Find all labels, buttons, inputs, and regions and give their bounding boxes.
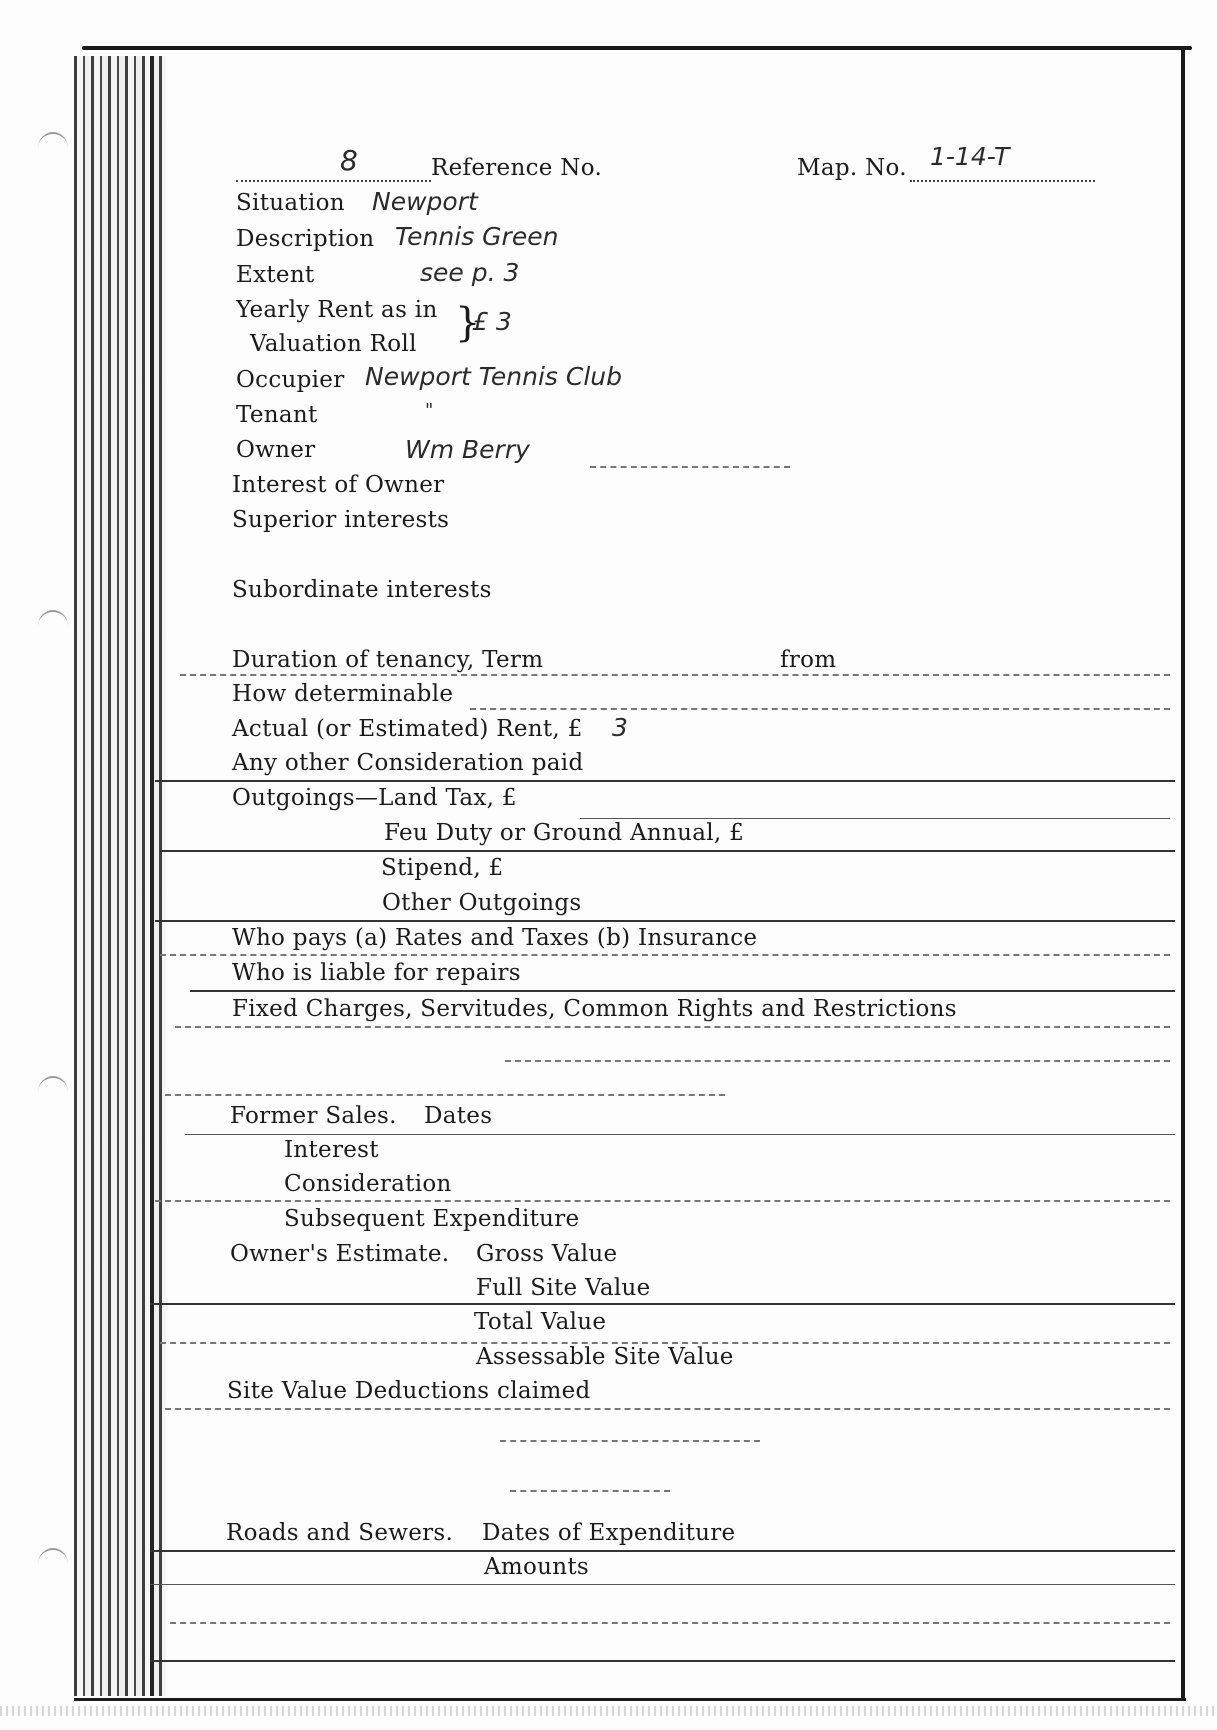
deductions-line-3: [510, 1490, 670, 1492]
outgoings-rule: [155, 920, 1175, 922]
bottom-border: [74, 1698, 1186, 1701]
roads-sewers-label: Roads and Sewers.: [226, 1520, 454, 1546]
description-value: Tennis Green: [395, 222, 559, 251]
extent-label: Extent: [236, 262, 315, 288]
map-label: Map. No.: [797, 155, 907, 181]
former-sales-rule: [185, 1134, 1175, 1135]
deductions-line: [165, 1408, 1170, 1410]
map-value: 1-14-T: [930, 142, 1010, 171]
fixed-charges-line-3: [165, 1094, 725, 1096]
duration-line: [180, 674, 1170, 676]
bottom-strip: [0, 1706, 1217, 1716]
final-rule: [150, 1660, 1175, 1662]
fixed-charges-line: [175, 1026, 1170, 1028]
amounts-line: [170, 1622, 1170, 1624]
yearly-rent-label: Yearly Rent as in: [236, 297, 438, 323]
from-label: from: [780, 647, 837, 673]
amounts-label: Amounts: [484, 1554, 590, 1580]
site-value-deductions-label: Site Value Deductions claimed: [227, 1378, 591, 1404]
right-border: [1181, 50, 1185, 1700]
fixed-charges-line-2: [505, 1060, 1170, 1062]
owners-estimate-label: Owner's Estimate.: [230, 1241, 450, 1267]
yearly-rent-value: £ 3: [472, 307, 512, 336]
punch-hole: [38, 1076, 68, 1108]
occupier-label: Occupier: [236, 367, 345, 393]
consideration-line: [155, 1200, 1170, 1202]
binding-line: [150, 56, 154, 1696]
consideration-label: Consideration: [284, 1171, 452, 1197]
how-determinable-label: How determinable: [232, 681, 454, 707]
interest-label: Interest: [284, 1137, 379, 1163]
owner-dash: [590, 466, 790, 468]
gross-value-label: Gross Value: [476, 1241, 618, 1267]
actual-rent-value: 3: [612, 713, 628, 742]
tenant-label: Tenant: [236, 402, 318, 428]
punch-hole: [38, 132, 68, 164]
other-outgoings-label: Other Outgoings: [382, 890, 582, 916]
actual-rent-label: Actual (or Estimated) Rent, £: [232, 716, 583, 742]
former-sales-label: Former Sales.: [230, 1103, 397, 1129]
situation-value: Newport: [372, 187, 478, 216]
assessable-site-value-label: Assessable Site Value: [476, 1344, 734, 1370]
who-liable-label: Who is liable for repairs: [232, 960, 521, 986]
full-site-value-rule: [150, 1303, 1175, 1305]
situation-label: Situation: [236, 190, 345, 216]
subordinate-interests-label: Subordinate interests: [232, 577, 492, 603]
deductions-line-2: [500, 1440, 760, 1442]
brace: }: [455, 300, 481, 346]
consideration-rule: [155, 780, 1175, 782]
total-value-label: Total Value: [474, 1309, 607, 1335]
dates-label: Dates: [424, 1103, 493, 1129]
occupier-value: Newport Tennis Club: [365, 362, 623, 391]
who-liable-rule: [190, 990, 1175, 992]
land-tax-rule: [580, 818, 1170, 819]
dates-of-expenditure-label: Dates of Expenditure: [482, 1520, 736, 1546]
reference-label: Reference No.: [431, 155, 603, 181]
punch-hole: [38, 1548, 68, 1580]
top-border: [82, 46, 1192, 50]
owner-value: Wm Berry: [405, 435, 530, 464]
who-pays-line: [160, 954, 1170, 956]
superior-interests-label: Superior interests: [232, 507, 450, 533]
reference-dotted-line: [236, 180, 431, 182]
map-dotted-line: [910, 180, 1095, 182]
valuation-roll-label: Valuation Roll: [250, 331, 417, 357]
description-label: Description: [236, 226, 375, 252]
tenant-value: ": [425, 400, 434, 421]
stipend-label: Stipend, £: [381, 855, 504, 881]
reference-value: 8: [340, 144, 358, 177]
fixed-charges-label: Fixed Charges, Servitudes, Common Rights and Restrictions: [232, 996, 957, 1022]
extent-value: see p. 3: [420, 258, 520, 287]
who-pays-label: Who pays (a) Rates and Taxes (b) Insurance: [232, 925, 758, 951]
subsequent-expenditure-label: Subsequent Expenditure: [284, 1206, 580, 1232]
feu-duty-label: Feu Duty or Ground Annual, £: [384, 820, 745, 846]
feu-duty-rule: [160, 850, 1175, 852]
punch-hole: [38, 610, 68, 642]
full-site-value-label: Full Site Value: [476, 1275, 651, 1301]
outgoings-land-tax-label: Outgoings—Land Tax, £: [232, 785, 517, 811]
amounts-rule: [150, 1584, 1175, 1585]
owner-label: Owner: [236, 437, 316, 463]
duration-label: Duration of tenancy, Term: [232, 647, 544, 673]
other-consideration-label: Any other Consideration paid: [232, 750, 584, 776]
interest-of-owner-label: Interest of Owner: [232, 472, 445, 498]
determinable-line: [470, 708, 1170, 710]
roads-rule: [150, 1550, 1175, 1552]
